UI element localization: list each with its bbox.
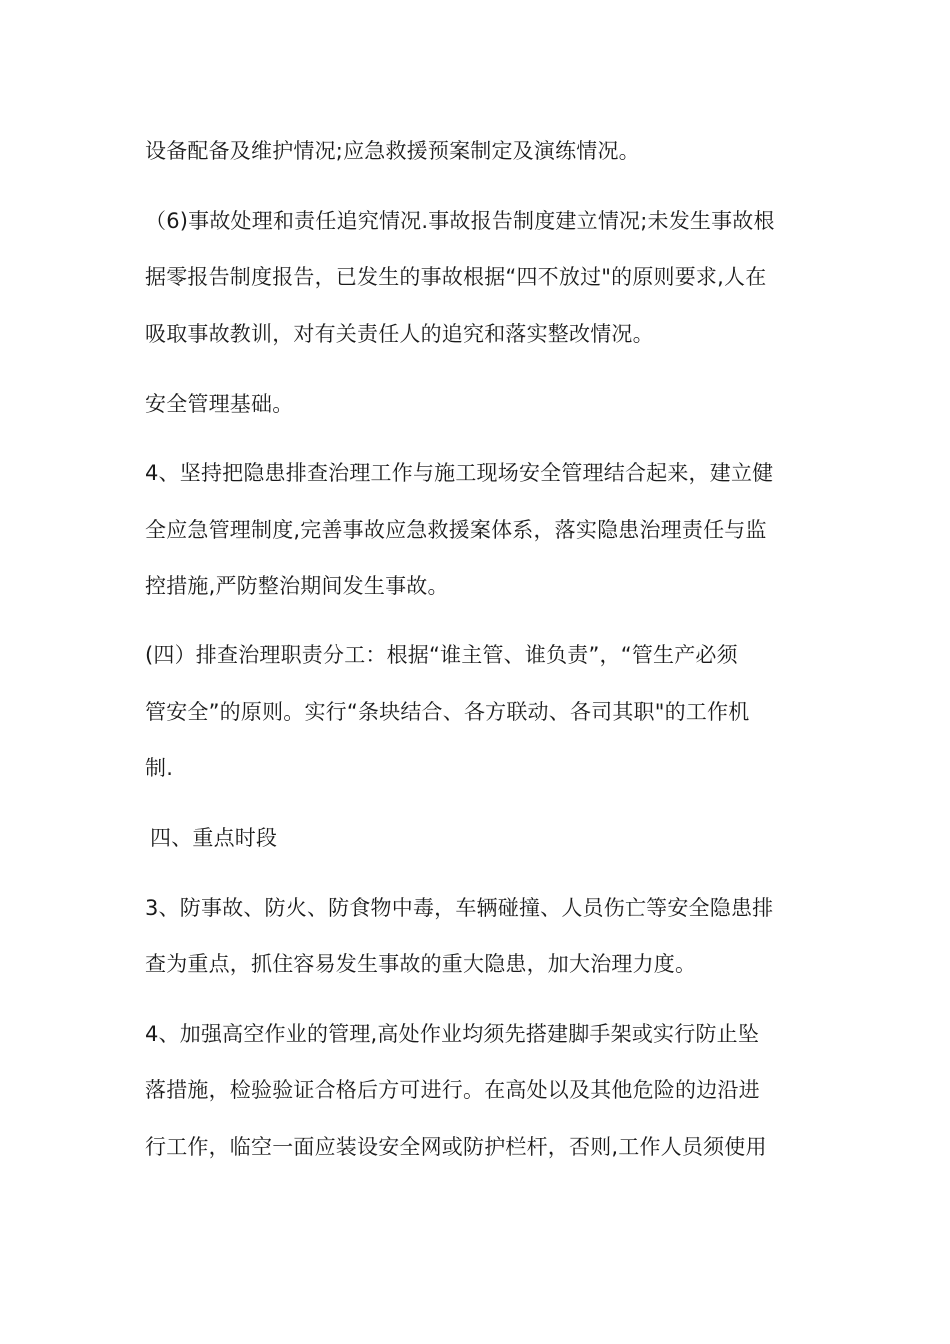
- text-line: 4、坚持把隐患排查治理工作与施工现场安全管理结合起来，建立健: [145, 461, 774, 485]
- text-line: 4、加强高空作业的管理,高处作业均须先搭建脚手架或实行防止坠: [145, 1022, 760, 1046]
- section-heading: 四、重点时段: [150, 826, 278, 850]
- text-line: 安全管理基础。: [145, 392, 294, 416]
- text-line: 设备配备及维护情况;应急救援预案制定及演练情况。: [145, 139, 640, 163]
- text-line: 管安全”的原则。实行“条块结合、各方联动、各司其职"的工作机: [145, 700, 750, 724]
- text-line: 落措施，检验验证合格后方可进行。在高处以及其他危险的边沿进: [145, 1078, 760, 1102]
- text-line: 行工作，临空一面应装设安全网或防护栏杆，否则,工作人员须使用: [145, 1135, 767, 1159]
- text-line: 制.: [145, 756, 174, 780]
- text-line: 3、防事故、防火、防食物中毒，车辆碰撞、人员伤亡等安全隐患排: [145, 896, 774, 920]
- text-line: (四）排查治理职责分工：根据“谁主管、谁负责”，“管生产必须: [145, 643, 738, 667]
- text-line: （6)事故处理和责任追究情况.事故报告制度建立情况;未发生事故根: [145, 209, 775, 233]
- text-line: 据零报告制度报告，已发生的事故根据“四不放过"的原则要求,人在: [145, 265, 767, 289]
- text-line: 全应急管理制度,完善事故应急救援案体系，落实隐患治理责任与监: [145, 518, 767, 542]
- text-line: 查为重点，抓住容易发生事故的重大隐患，加大治理力度。: [145, 952, 697, 976]
- text-line: 控措施,严防整治期间发生事故。: [145, 574, 449, 598]
- text-line: 吸取事故教训，对有关责任人的追究和落实整改情况。: [145, 322, 654, 346]
